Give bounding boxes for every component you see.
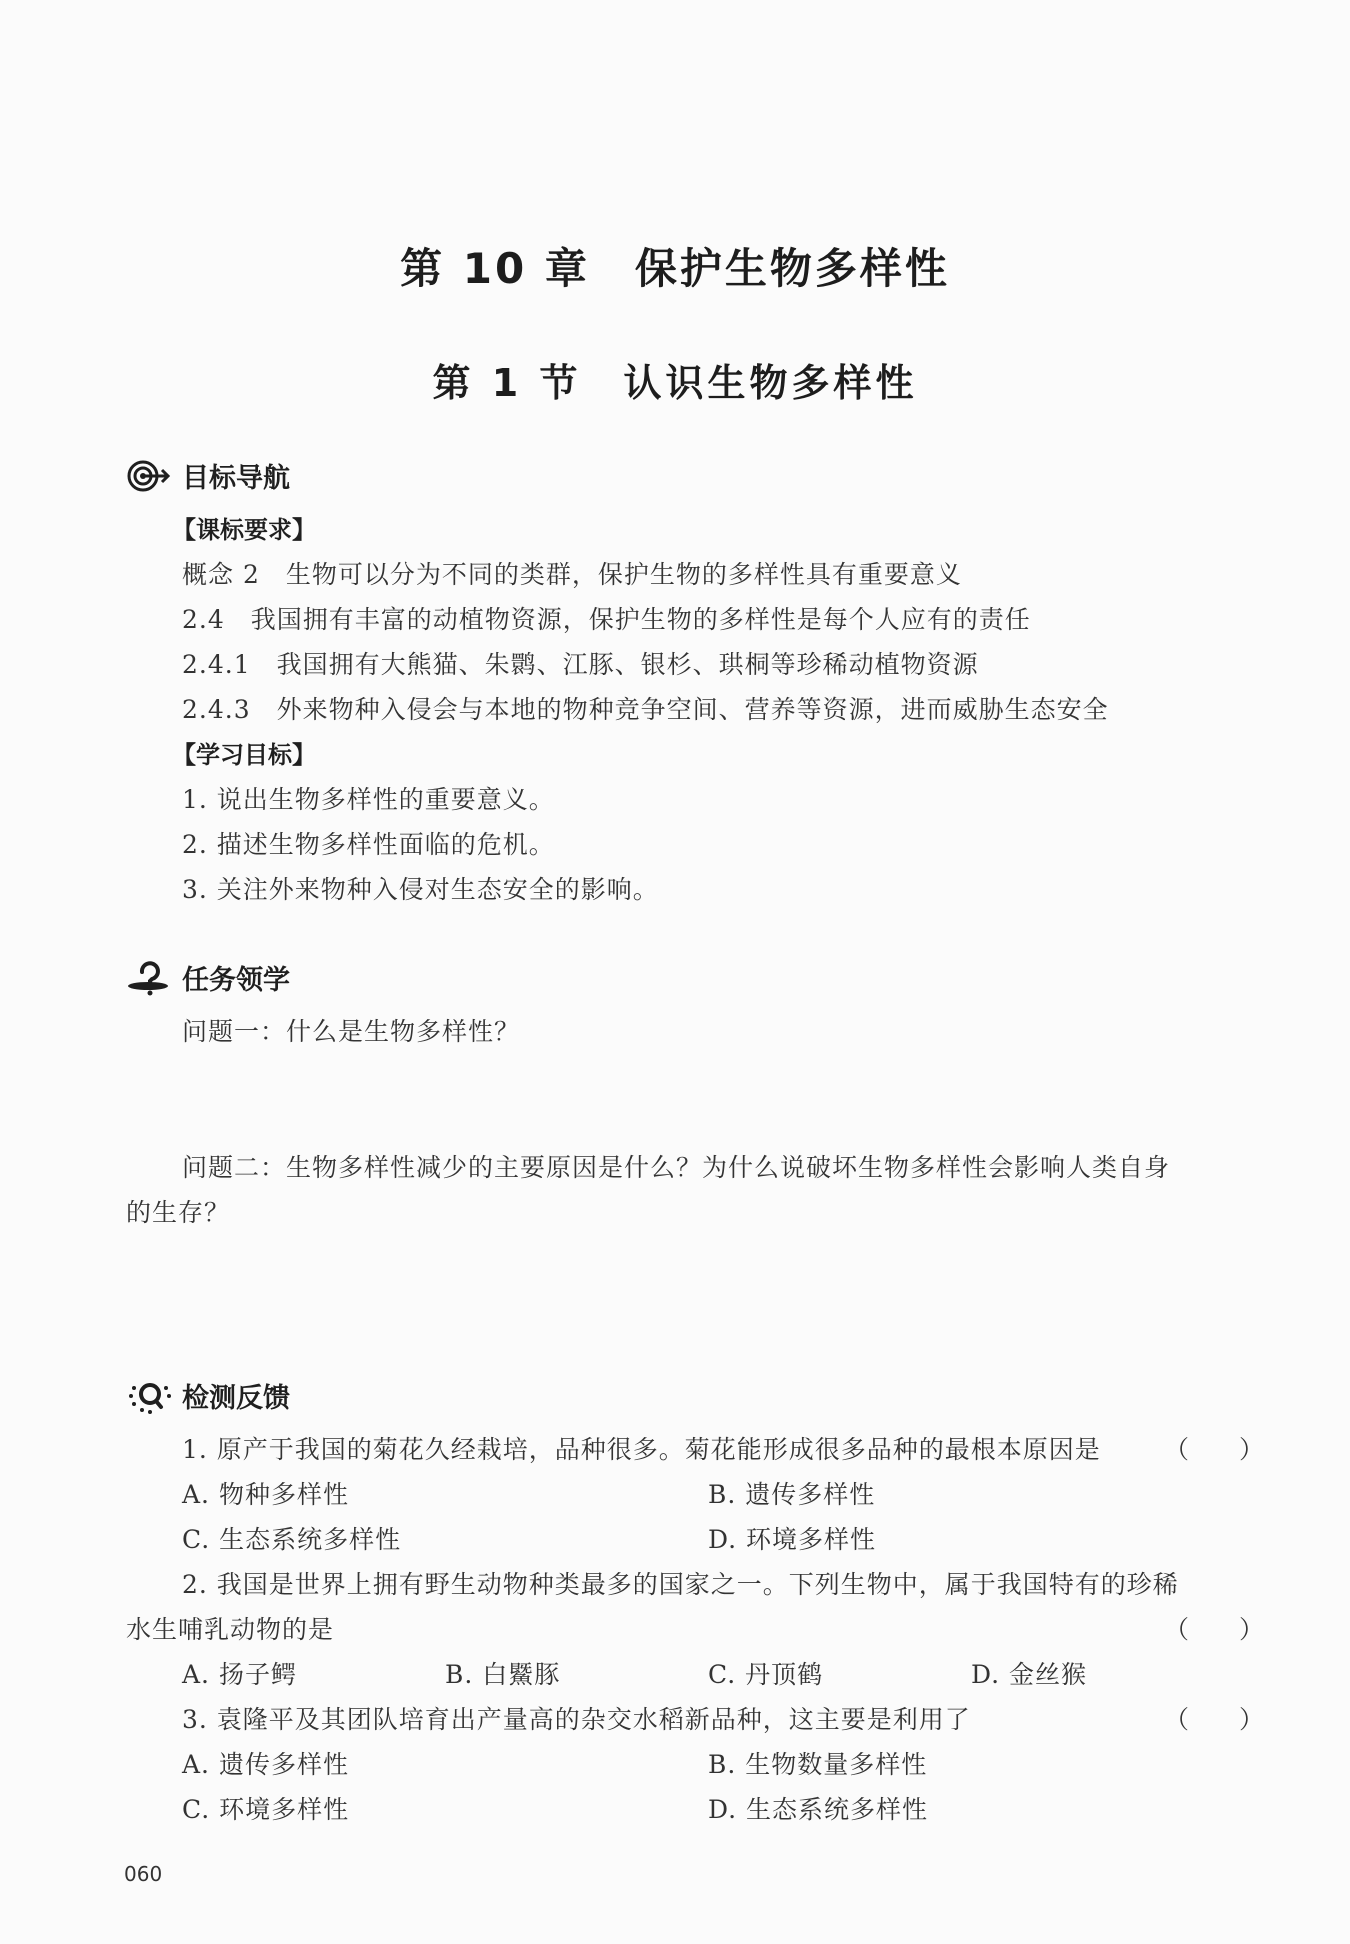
option-b: B. 遗传多样性 <box>708 1480 876 1509</box>
task-question-2: 问题二：生物多样性减少的主要原因是什么？为什么说破坏生物多样性会影响人类自身 <box>182 1153 1171 1182</box>
curriculum-item: 概念 2 生物可以分为不同的类群，保护生物的多样性具有重要意义 <box>182 560 962 589</box>
feedback-question-2: 2. 我国是世界上拥有野生动物种类最多的国家之一。下列生物中，属于我国特有的珍稀 <box>182 1570 1179 1599</box>
target-icon <box>126 459 174 493</box>
objective-item: 1. 说出生物多样性的重要意义。 <box>182 785 555 814</box>
feedback-question-2-cont: 水生哺乳动物的是 <box>126 1615 335 1644</box>
question-icon <box>126 960 174 996</box>
option-a: A. 扬子鳄 <box>182 1660 297 1689</box>
tasks-heading <box>126 958 290 997</box>
objective-item: 2. 描述生物多样性面临的危机。 <box>182 830 555 859</box>
task-question-1: 问题一：什么是生物多样性？ <box>182 1017 521 1046</box>
option-c: C. 环境多样性 <box>182 1795 350 1824</box>
feedback-heading-text: 检测反馈 <box>182 1383 290 1414</box>
option-d: D. 生态系统多样性 <box>708 1795 929 1824</box>
curriculum-item: 2.4 我国拥有丰富的动植物资源，保护生物的多样性是每个人应有的责任 <box>182 605 1031 634</box>
option-b: B. 生物数量多样性 <box>708 1750 928 1779</box>
curriculum-item: 2.4.1 我国拥有大熊猫、朱鹮、江豚、银杉、珙桐等珍稀动植物资源 <box>182 650 979 679</box>
option-c: C. 生态系统多样性 <box>182 1525 402 1554</box>
feedback-question-3: 3. 袁隆平及其团队培育出产量高的杂交水稻新品种，这主要是利用了 <box>182 1705 971 1734</box>
magnifier-icon <box>126 1378 174 1414</box>
task-question-2-cont: 的生存？ <box>126 1198 231 1227</box>
section-title: 第 1 节 认识生物多样性 <box>432 361 918 405</box>
option-c: C. 丹顶鹤 <box>708 1660 824 1689</box>
feedback-question-1: 1. 原产于我国的菊花久经栽培，品种很多。菊花能形成很多品种的最根本原因是 <box>182 1435 1101 1464</box>
chapter-title: 第 10 章 保护生物多样性 <box>400 244 950 293</box>
objectives-label: 【学习目标】 <box>172 741 316 769</box>
option-a: A. 遗传多样性 <box>182 1750 349 1779</box>
feedback-heading <box>126 1376 290 1415</box>
curriculum-label: 【课标要求】 <box>172 516 316 544</box>
goals-heading-text: 目标导航 <box>182 463 290 494</box>
option-a: A. 物种多样性 <box>182 1480 349 1509</box>
tasks-heading-text: 任务领学 <box>182 965 290 996</box>
option-d: D. 金丝猴 <box>971 1660 1088 1689</box>
page-number: 060 <box>124 1862 163 1886</box>
curriculum-item: 2.4.3 外来物种入侵会与本地的物种竞争空间、营养等资源，进而威胁生态安全 <box>182 695 1109 724</box>
answer-blank: （ ） <box>1164 1435 1265 1464</box>
objective-item: 3. 关注外来物种入侵对生态安全的影响。 <box>182 875 659 904</box>
option-b: B. 白鱀豚 <box>445 1660 561 1689</box>
goals-heading <box>126 456 290 495</box>
answer-blank: （ ） <box>1164 1705 1265 1734</box>
answer-blank: （ ） <box>1164 1615 1265 1644</box>
option-d: D. 环境多样性 <box>708 1525 877 1554</box>
